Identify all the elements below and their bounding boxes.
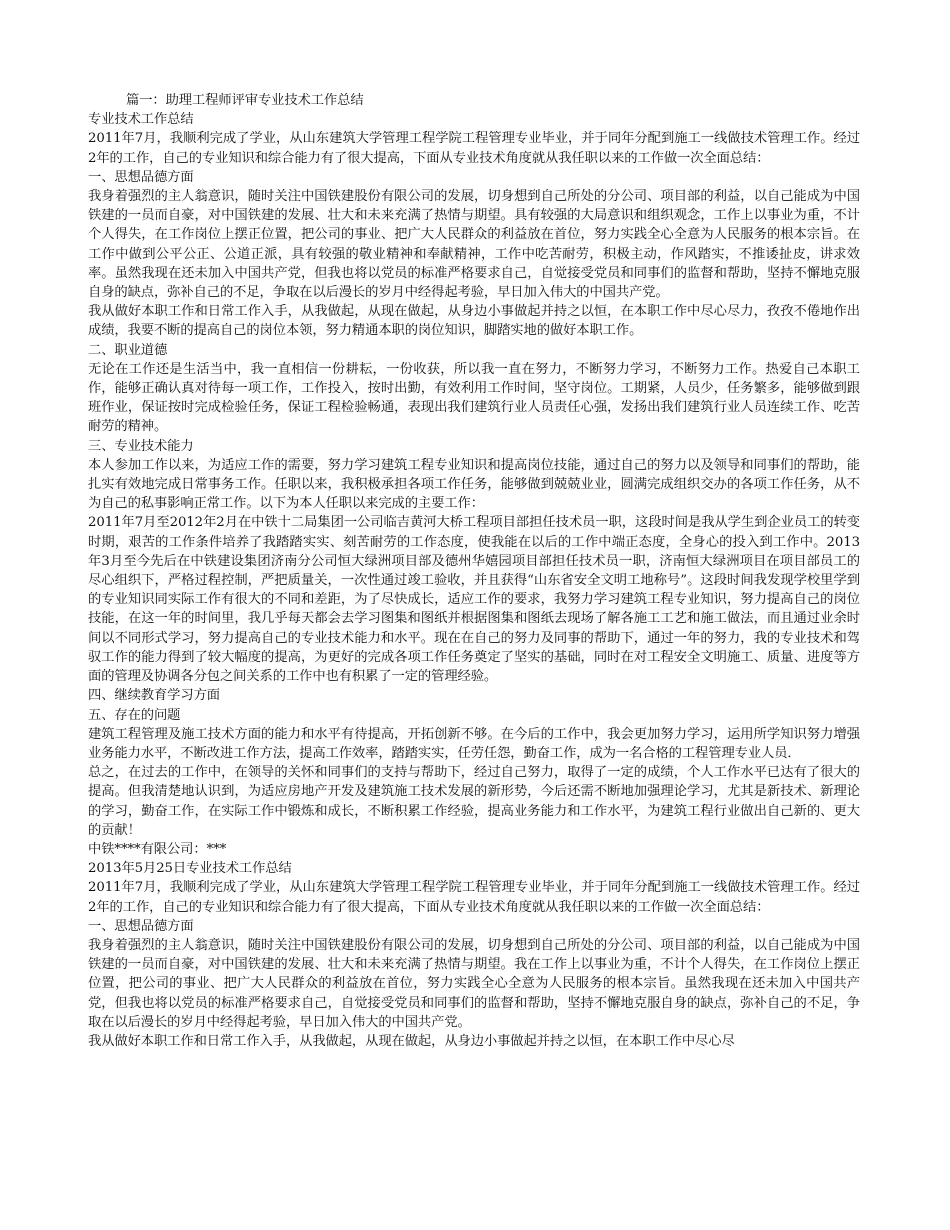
document-title: 篇一：助理工程师评审专业技术工作总结 [126,93,364,108]
section-heading: 一、思想品德方面 [88,169,194,185]
paragraph: 本人参加工作以来，为适应工作的需要，努力学习建筑工程专业知识和提高岗位技能，通过自己的努力以及领导和同事们的帮助，能扎实有效地完成日常事务工作。任职以来，我积极承担各项工作任务，能够做到兢兢业业，圆满完成组织交办的各项工作任务，从不为自己的私事影响正常工作。以下为本人任职以来完成的主要工作： [88,457,860,512]
paragraph: 我从做好本职工作和日常工作入手，从我做起，从现在做起，从身边小事做起并持之以恒，在本职工作中尽心尽力，孜孜不倦地作出成绩，我要不断的提高自己的岗位本领，努力精通本职的岗位知识，脚踏实地的做好本职工作。 [88,304,860,339]
document-body [88,91,860,1051]
section-heading: 一、思想品德方面 [88,918,194,934]
date-line: 2013年5月25日专业技术工作总结 [88,861,292,877]
paragraph: 2011年7月，我顺利完成了学业，从山东建筑大学管理工程学院工程管理专业毕业，并于同年分配到施工一线做技术管理工作。经过2年的工作，自己的专业知识和综合能力有了很大提高，下面从专业技术角度就从我任职以来的工作做一次全面总结： [88,880,860,915]
paragraph: 我身着强烈的主人翁意识，随时关注中国铁建股份有限公司的发展，切身想到自己所处的分公司、项目部的利益，以自己能成为中国铁建的一员而自豪，对中国铁建的发展、壮大和未来充满了热情与期望。具有较强的大局意识和组织观念，工作上以事业为重，不计个人得失，在工作岗位上摆正位置，把公司的事业、把广大人民群众的利益放在首位，努力实践全心全意为人民服务的根本宗旨。在工作中做到公平公正、公道正派，具有较强的敬业精神和奉献精神，工作中吃苦耐劳，积极主动，作风踏实，不推诿扯皮，讲求效率。虽然我现在还未加入中国共产党，但我也将以党员的标准严格要求自己，自觉接受党员和同事们的监督和帮助，坚持不懈地克服自身的缺点，弥补自己的不足，争取在以后漫长的岁月中经得起考验，早日加入伟大的中国共产党。 [88,189,860,301]
paragraph: 2011年7月，我顺利完成了学业，从山东建筑大学管理工程学院工程管理专业毕业，并于同年分配到施工一线做技术管理工作。经过2年的工作，自己的专业知识和综合能力有了很大提高，下面从专业技术角度就从我任职以来的工作做一次全面总结： [88,131,860,166]
section-heading: 五、存在的问题 [88,707,181,723]
paragraph: 无论在工作还是生活当中，我一直相信一份耕耘，一份收获，所以我一直在努力，不断努力学习，不断努力工作。热爱自己本职工作，能够正确认真对待每一项工作，工作投入，按时出勤，有效利用工作时间，坚守岗位。工期紧，人员少，任务繁多，能够做到跟班作业，保证按时完成检验任务，保证工程检验畅通，表现出我们建筑行业人员责任心强，发扬出我们建筑行业人员连续工作、吃苦耐劳的精神。 [88,361,860,435]
paragraph: 总之，在过去的工作中，在领导的关怀和同事们的支持与帮助下，经过自己努力，取得了一定的成绩，个人工作水平已达有了很大的提高。但我清楚地认识到，为适应房地产开发及建筑施工技术发展的新形势，今后还需不断地加强理论学习，尤其是新技术、新理论的学习，勤奋工作，在实际工作中锻炼和成长，不断积累工作经验，提高业务能力和工作水平，为建筑工程行业做出自己新的、更大的贡献！ [88,765,860,838]
paragraph: 我身着强烈的主人翁意识，随时关注中国铁建股份有限公司的发展，切身想到自己所处的分公司、项目部的利益，以自己能成为中国铁建的一员而自豪，对中国铁建的发展、壮大和未来充满了热情与期望。我在工作上以事业为重，不计个人得失，在工作岗位上摆正位置，把公司的事业、把广大人民群众的利益放在首位，努力实践全心全意为人民服务的根本宗旨。虽然我现在还未加入中国共产党，但我也将以党员的标准严格要求自己，自觉接受党员和同事们的监督和帮助，坚持不懈地克服自身的缺点，弥补自己的不足，争取在以后漫长的岁月中经得起考验，早日加入伟大的中国共产党。 [88,937,860,1030]
section-heading: 四、继续教育学习方面 [88,688,220,704]
paragraph-subtitle: 专业技术工作总结 [88,112,194,128]
section-heading: 二、职业道德 [88,342,168,358]
signature-line: 中铁****有限公司：*** [88,841,227,857]
paragraph: 我从做好本职工作和日常工作入手，从我做起，从现在做起，从身边小事做起并持之以恒，在本职工作中尽心尽 [88,1033,735,1049]
paragraph: 2011年7月至2012年2月在中铁十二局集团一公司临吉黄河大桥工程项目部担任技术员一职，这段时间是我从学生到企业员工的转变时期，艰苦的工作条件培养了我踏踏实实、刻苦耐劳的工作态度，使我能在以后的工作中端正态度，全身心的投入到工作中。2013年3月至今先后在中铁建设集团济南分公司恒大绿洲项目部及德州华嬉园项目部担任技术员一职，济南恒大绿洲项目在项目部员工的尽心组织下，严格过程控制，严把质量关，一次性通过竣工验收，并且获得“山东省安全文明工地称号”。这段时间我发现学校里学到的专业知识同实际工作有很大的不同和差距，为了尽快成长，适应工作的要求，我努力学习建筑工程专业知识，努力提高自己的岗位技能，在这一年的时间里，我几乎每天都会去学习图集和图纸并根据图集和图纸去现场了解各施工工艺和施工做法，而且通过业余时间以不同形式学习，努力提高自己的专业技术能力和水平。现在在自己的努力及同事的帮助下，通过一年的努力，我的专业技术和驾驭工作的能力得到了较大幅度的提高，为更好的完成各项工作任务奠定了坚实的基础，同时在对工程安全文明施工、质量、进度等方面的管理及协调各分包之间关系的工作中也有积累了一定的管理经验。 [88,515,860,685]
section-heading: 三、专业技术能力 [88,438,194,454]
paragraph: 建筑工程管理及施工技术方面的能力和水平有待提高，开拓创新不够。在今后的工作中，我会更加努力学习，运用所学知识努力增强业务能力水平，不断改进工作方法，提高工作效率，踏踏实实，任劳任怨，勤奋工作，成为一名合格的工程管理专业人员． [88,726,860,761]
